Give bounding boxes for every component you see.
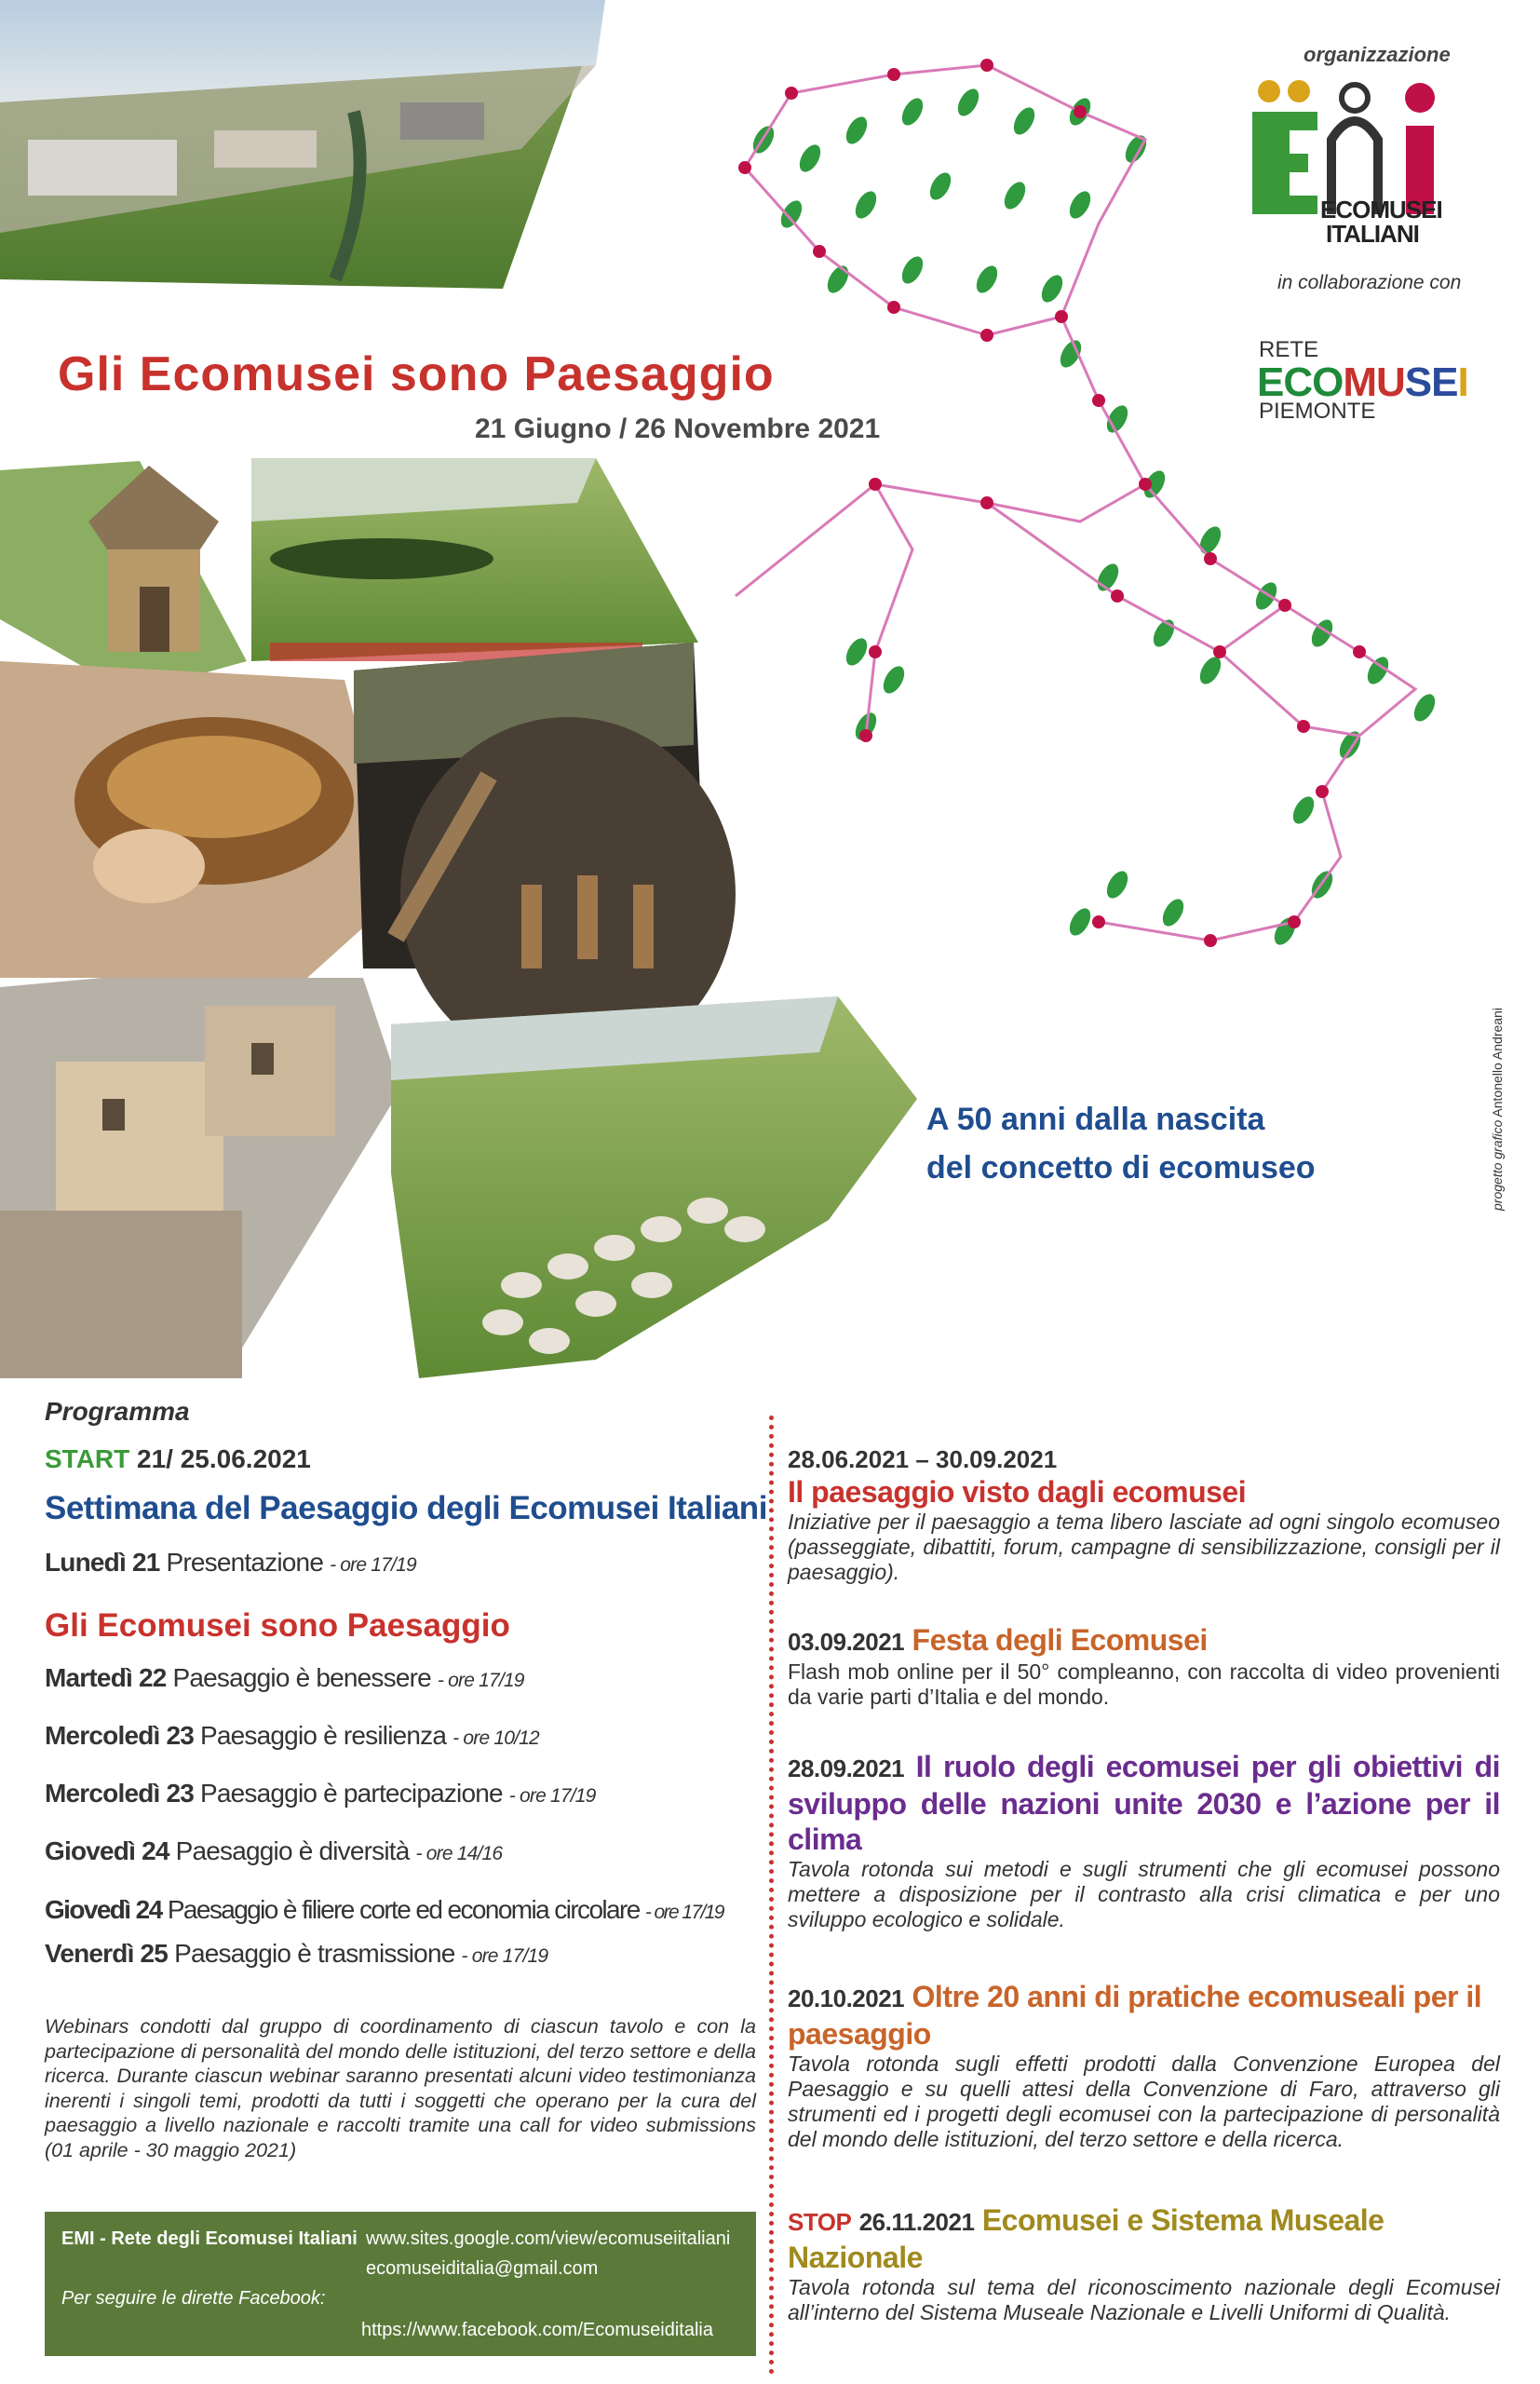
subtitle-line1: A 50 anni dalla nascita xyxy=(926,1102,1265,1137)
event-date: 28.09.2021 xyxy=(788,1754,905,1782)
program-heading: Programma xyxy=(45,1397,190,1426)
program-row xyxy=(45,1663,524,1693)
event-description: Tavola rotonda sui metodi e sugli strumenti che gli ecomusei possono mettere a disposizione per il contrasto alla crisi climatica e per uno sviluppo ecologico e solidale. xyxy=(788,1857,1500,1931)
program-row xyxy=(45,1721,539,1751)
credit-name: Antonello Andreani xyxy=(1490,1008,1505,1118)
event-description: Tavola rotonda sul tema del riconoscimento nazionale degli Ecomusei all’interno del Sistema Museale Nazionale e Livelli Uniformi di Qualità. xyxy=(788,2275,1500,2324)
program-time: - ore 17/19 xyxy=(437,1670,524,1691)
program-time: - ore 17/19 xyxy=(461,1945,548,1967)
partner-line3: PIEMONTE xyxy=(1259,399,1376,424)
start-line xyxy=(45,1444,311,1474)
event-title: Ecomusei e Sistema Museale Nazionale xyxy=(788,2203,1385,2274)
program-subtitle: Gli Ecomusei sono Paesaggio xyxy=(45,1607,510,1644)
program-topic: Presentazione xyxy=(166,1548,324,1577)
program-time: - ore 17/19 xyxy=(330,1554,416,1576)
program-day: Martedì 22 xyxy=(45,1663,167,1692)
event-date: 03.09.2021 xyxy=(788,1628,905,1656)
event-dates: 21 Giugno / 26 Novembre 2021 xyxy=(475,413,881,444)
organizer-name-line1: ECOMUSEI xyxy=(1320,196,1442,224)
facebook-label: Per seguire le dirette Facebook: xyxy=(61,2288,326,2309)
program-row xyxy=(45,1939,547,1969)
program-day: Giovedì 24 xyxy=(45,1895,162,1924)
photo-hill-tree xyxy=(251,458,698,661)
program-topic: Paesaggio è resilienza xyxy=(200,1721,447,1750)
graphic-credit xyxy=(1490,1008,1505,1211)
event-title: Il paesaggio visto dagli ecomusei xyxy=(788,1475,1247,1509)
collaboration-label: in collaborazione con xyxy=(1277,272,1462,293)
program-topic: Paesaggio è diversità xyxy=(175,1836,410,1865)
start-dates: 21/ 25.06.2021 xyxy=(137,1444,311,1473)
photo-sheep-hill xyxy=(391,996,917,1378)
program-day: Mercoledì 23 xyxy=(45,1779,195,1808)
photo-village xyxy=(0,978,400,1378)
event-item xyxy=(788,1749,1500,1932)
event-heading xyxy=(788,1979,1500,2052)
program-row xyxy=(45,1779,596,1808)
event-title: Oltre 20 anni di pratiche ecomuseali per il paesaggio xyxy=(788,1980,1482,2051)
event-description: Iniziative per il paesaggio a tema libero lasciate ad ogni singolo ecomuseo (passeggiate, dibattiti, forum, campagne di sensibilizzazione, consigli per il paesaggio). xyxy=(788,1510,1500,1584)
program-time: - ore 10/12 xyxy=(453,1727,539,1749)
event-description: Tavola rotonda sugli effetti prodotti dalla Convenzione Europea del Paesaggio e su quelli attesi della Convenzione di Faro, attraverso gli strumenti ed i progetti degli ecomusei con la partecipazione di personalità del mondo delle istituzioni, del terzo settore e della ricerca. xyxy=(788,2052,1500,2151)
program-row xyxy=(45,1895,723,1925)
start-label: START xyxy=(45,1444,130,1473)
program-time: - ore 17/19 xyxy=(644,1902,723,1923)
program-day: Lunedì 21 xyxy=(45,1548,160,1577)
contact-site-link[interactable]: www.sites.google.com/view/ecomuseiitaliani xyxy=(366,2228,731,2249)
program-time: - ore 14/16 xyxy=(415,1843,503,1864)
event-heading xyxy=(788,1749,1500,1857)
event-item xyxy=(788,1979,1500,2152)
program-topic: Paesaggio è trasmissione xyxy=(174,1939,455,1968)
organizer-name-line2: ITALIANI xyxy=(1326,220,1419,248)
event-date: 20.10.2021 xyxy=(788,1984,905,2012)
event-item xyxy=(788,2202,1500,2325)
event-date: 26.11.2021 xyxy=(858,2208,975,2236)
column-divider xyxy=(769,1416,774,2375)
event-title: Festa degli Ecomusei xyxy=(912,1623,1208,1657)
stop-label: STOP xyxy=(788,2208,852,2236)
photo-basket-weaving xyxy=(0,661,400,978)
event-title: Il ruolo degli ecomusei per gli obiettivi di sviluppo delle nazioni unite 2030 e l’azione per il clima xyxy=(788,1750,1501,1856)
program-topic: Paesaggio è filiere corte ed economia circolare xyxy=(167,1895,640,1924)
event-description: Flash mob online per il 50° compleanno, con raccolta di video provenienti da varie parti d’Italia e del mondo. xyxy=(788,1659,1500,1709)
contact-name: EMI - Rete degli Ecomusei Italiani xyxy=(61,2228,358,2249)
contact-box xyxy=(45,2212,756,2356)
event-heading xyxy=(788,2202,1500,2275)
program-day: Venerdì 25 xyxy=(45,1939,169,1968)
facebook-link[interactable]: https://www.facebook.com/Ecomuseiditalia xyxy=(361,2320,713,2340)
photo-aerial-town xyxy=(0,0,605,289)
partner-line1: RETE xyxy=(1259,337,1319,362)
contact-email-link[interactable]: ecomuseiditalia@gmail.com xyxy=(366,2258,599,2279)
event-heading xyxy=(788,1622,1500,1659)
program-day: Mercoledì 23 xyxy=(45,1721,195,1750)
partner-logo-text: ECOMUSEI xyxy=(1257,359,1468,405)
event-item xyxy=(788,1622,1500,1710)
program-time: - ore 17/19 xyxy=(508,1785,596,1807)
program-row xyxy=(45,1548,416,1578)
program-row xyxy=(45,1836,502,1866)
program-topic: Paesaggio è partecipazione xyxy=(200,1779,503,1808)
event-item xyxy=(788,1445,1500,1585)
week-title: Settimana del Paesaggio degli Ecomusei Italiani xyxy=(45,1490,767,1526)
webinar-note: Webinars condotti dal gruppo di coordinamento di ciascun tavolo e con la partecipazione di personalità del mondo delle istituzioni, del terzo settore e della ricerca. Durante ciascun webinar saranno presentati alcuni video testimonianza inerenti i singoli temi, prodotti da tutti i soggetti che operano per la cura del paesaggio a livello nazionale e raccolti tramite una call for video submissions (01 aprile - 30 maggio 2021) xyxy=(45,2015,756,2161)
event-date: 28.06.2021 – 30.09.2021 xyxy=(788,1445,1058,1473)
photo-thatched-hut xyxy=(0,461,247,694)
program-day: Giovedì 24 xyxy=(45,1836,169,1865)
program-topic: Paesaggio è benessere xyxy=(172,1663,431,1692)
page-title: Gli Ecomusei sono Paesaggio xyxy=(58,347,775,401)
organizer-label: organizzazione xyxy=(1304,43,1451,66)
credit-prefix: progetto grafico xyxy=(1490,1119,1505,1211)
subtitle-line2: del concetto di ecomuseo xyxy=(926,1150,1316,1185)
